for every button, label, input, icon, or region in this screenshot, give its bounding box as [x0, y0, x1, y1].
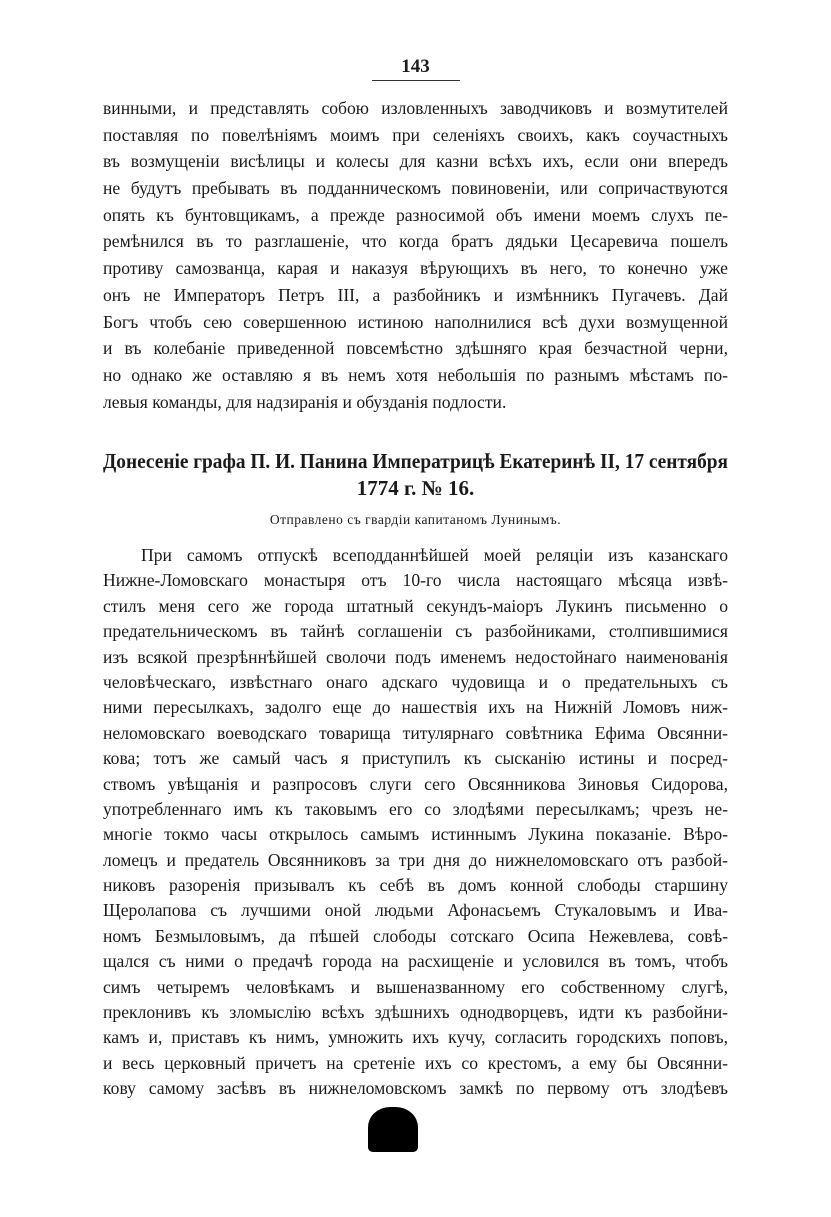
- page-number: 143: [401, 56, 430, 77]
- heading-line-1: Донесеніе графа П. И. Панина Императрицѣ Екатеринѣ II, 17 сентября: [103, 449, 728, 473]
- text-line: ними пересылкахъ, задолго еще до нашествія ихъ на Нижній Ломовъ ниж-: [103, 697, 728, 718]
- text-line: винными, и представлять собою изловленныхъ заводчиковъ и возмутителей: [103, 98, 728, 118]
- text-line: симъ четыремъ человѣкамъ и вышеназванному его собственному слугѣ,: [103, 976, 728, 997]
- text-line: камъ и, приставъ къ нимъ, умножить ихъ кучу, согласить городскихъ поповъ,: [103, 1027, 728, 1048]
- text-line: никовъ разоренія призывалъ къ себѣ въ домъ конной слободы старшину: [103, 875, 728, 896]
- text-line: номъ Безмыловымъ, да пѣшей слободы сотскаго Осипа Нежевлева, совѣ-: [103, 925, 728, 946]
- text-line: человѣческаго, извѣстнаго онаго адскаго чудовища и о предательныхъ съ: [103, 671, 728, 692]
- text-line: Нижне-Ломовскаго монастыря отъ 10-го числа настоящаго мѣсяца извѣ-: [103, 570, 728, 591]
- text-line: кову самому засѣвъ въ нижнеломовскомъ замкѣ по первому отъ злодѣевъ: [103, 1078, 728, 1099]
- text-line: неломовскаго воеводскаго товарища титулярнаго совѣтника Ефима Овсянни-: [103, 722, 728, 743]
- heading-line-2: 1774 г. № 16.: [356, 476, 475, 500]
- document-subtitle: Отправлено съ гвардіи капитаномъ Лунинымъ.: [269, 512, 562, 527]
- text-line: преклонивъ къ зломыслію всѣхъ здѣшнихъ однодворцевъ, идти къ разбойни-: [103, 1002, 728, 1023]
- text-line: При самомъ отпускѣ всеподданнѣйшей моей реляціи изъ казанскаго: [141, 545, 728, 565]
- text-line: и весь церковный причетъ на сретеніе ихъ со крестомъ, а ему бы Овсянни-: [103, 1052, 728, 1073]
- text-line: щался съ ними о предачѣ города на расхищеніе и условился въ томъ, чтобъ: [103, 951, 728, 972]
- text-line: онъ не Императоръ Петръ III, а разбойникъ и измѣнникъ Пугачевъ. Дай: [103, 284, 728, 305]
- text-line: противу самозванца, карая и наказуя вѣрующихъ въ него, то конечно уже: [103, 258, 728, 279]
- text-line: Щеролапова съ лучшими оной людьми Афонасьемъ Стукаловымъ и Ива-: [103, 900, 728, 921]
- text-line: но однако же оставляю я въ немъ хотя небольшія по разнымъ мѣстамъ по-: [103, 364, 728, 385]
- text-line: опять къ бунтовщикамъ, а прежде разносимой объ имени моемъ слухъ пе-: [103, 204, 728, 225]
- text-line: Богъ чтобъ сею совершенною истиною наполнилися всѣ духи возмущенной: [103, 311, 728, 332]
- paragraph-main: [103, 543, 728, 1102]
- text-line: въ возмущеніи висѣлицы и колесы для казни всѣхъ ихъ, если они впередъ: [103, 151, 728, 172]
- document-heading: [103, 448, 728, 502]
- text-line: стилъ меня сего же города штатный секундъ-маіоръ Лукинъ письменно о: [103, 595, 728, 616]
- text-line: ремѣнился въ то разглашеніе, что когда братъ дядьки Цесаревича пошелъ: [103, 231, 728, 252]
- text-line: кова; тотъ же самый часъ я приступилъ къ сысканію истины и посред-: [103, 748, 728, 769]
- ink-blot: [368, 1107, 418, 1152]
- text-line: ствомъ увѣщанія и разпросовъ слуги сего Овсянникова Зиновья Сидорова,: [103, 773, 728, 794]
- text-line: предательническомъ въ тайнѣ соглашеніи съ разбойниками, столпившимися: [103, 621, 728, 642]
- text-line: левыя команды, для надзиранія и обузданія подлости.: [103, 391, 507, 412]
- text-line: поставляя по повелѣніямъ моимъ при селеніяхъ своихъ, какъ соучастныхъ: [103, 124, 728, 145]
- text-line: многіе токмо часы открылось самымъ истиннымъ Лукина показаніе. Вѣро-: [103, 824, 728, 845]
- text-line: употребленнаго имъ къ таковымъ его со злодѣями пересылкамъ; чрезъ не-: [103, 798, 728, 819]
- text-line: не будутъ пребывать въ подданническомъ повиновеніи, или сопричаствуются: [103, 178, 728, 199]
- page-number-rule: [372, 80, 460, 81]
- paragraph-continued: [103, 95, 728, 415]
- text-line: и въ колебаніе приведенной повсемѣстно здѣшняго края безчастной черни,: [103, 338, 728, 359]
- text-line: изъ всякой презрѣннѣйшей сволочи подъ именемъ недостойнаго наименованія: [103, 646, 728, 667]
- text-line: ломецъ и предатель Овсянниковъ за три дня до нижнеломовскаго отъ разбой-: [103, 849, 728, 870]
